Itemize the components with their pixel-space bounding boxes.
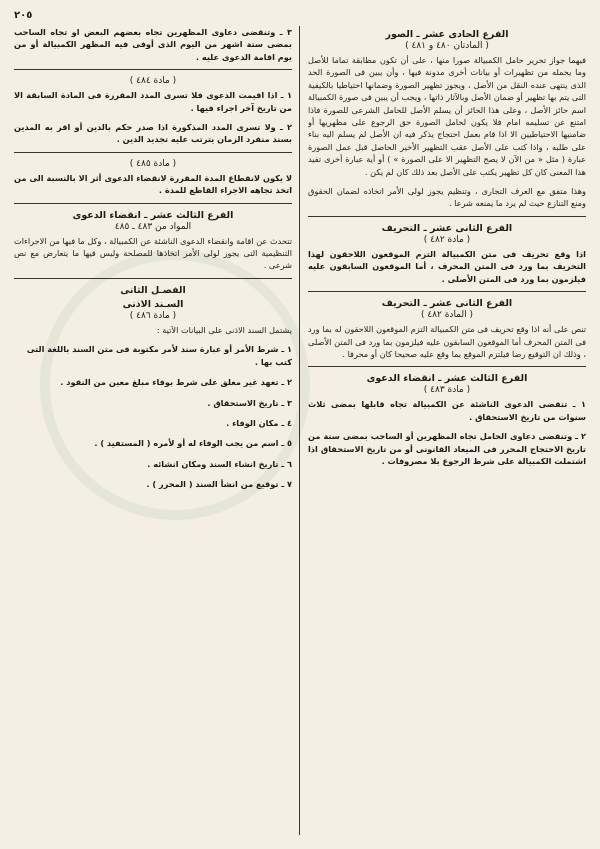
chapter-subtitle: السـند الاذنى bbox=[122, 298, 184, 310]
paragraph: فيهما جواز تحرير حامل الكمبيالة صورا منها ، على أن تكون مطابقة تماما للأصل وما يحمله من تظهيرات أو بيانات أخرى مدونة فيها ، وأن يبين فى الصورة الحد الذى ينتهى عنده النقل من الأصل ، ويجوز تظهير الصورة وضمانها احتياطيا بالكيفية التى يتم بها تظهير أو ضمان الأصل وبالآثار ذاتها ، ويجب أن يبين فى صورة الكمبيالة اسم حائز الأصل ، وعلى هذا الحائز أن يسلم الأصل للحامل الشرعى للصورة فاذا امتنع عن تسليمه امام فلا يكون لحامل الصورة حق الرجوع على مظهريها أو ضامنيها الاحتياطيين الا اذا قام بعمل احتجاج يذكر فيه ان الأصل لم يسلم اليه بناء على طلبه ، واذا كتب على الأصل عقب التظهير الأخير الحاصل قبل عمل الصورة عبارة ( مثل « من الآن لا يصح التظهير الا على الصورة » ) أو أية عبارة أخرى تفيد هذا المعنى كان كل تظهير يكتب على الأصل بعد ذلك كان لم يكن . bbox=[308, 55, 586, 177]
paragraph: وهذا متفق مع العرف التجارى ، وتنظيم يجوز لولى الأمر اتخاذه لضمان الحقوق ومنع التنازع حيث لم يرد ما يمنعه شرعا . bbox=[308, 186, 586, 209]
section-title: الفرع الثانى عشر ـ التحريف bbox=[381, 222, 513, 234]
section-rule bbox=[308, 291, 586, 292]
article-number: ( مادة ٤٨٤ ) bbox=[129, 76, 177, 87]
section-rule bbox=[308, 216, 586, 217]
article-number: ( مادة ٤٨٦ ) bbox=[129, 310, 177, 321]
paragraph: تتحدث عن اقامة وانقضاء الدعوى الناشئة عن الكمبيالة ، وكل ما فيها من الاجراءات التنظيمية التى يجوز لولى الأمر اتخاذها للمصلحة وليس فيها ما يتعارض مع نص شرعى . bbox=[14, 235, 292, 271]
section-rule bbox=[308, 366, 586, 367]
section-rule bbox=[14, 203, 292, 204]
paragraph: ٢ ـ وتنقضى دعاوى الحامل تجاه المظهرين أو الساحب بمضى سنة من تاريخ الاحتجاج المحرر فى الميعاد القانونى أو من تاريخ الاستحقاق اذا اشتملت الكمبيالة على شرط الرجوع بلا مصروفات . bbox=[308, 431, 586, 466]
section-title: الفرع الثالث عشر ـ انقضاء الدعوى bbox=[366, 373, 528, 385]
article-number: ( المادتان ٤٨٠ و ٤٨١ ) bbox=[405, 41, 489, 51]
section-rule bbox=[14, 278, 292, 279]
paragraph: ٣ ـ وتنقضى دعاوى المظهرين تجاه بعضهم البعض او تجاه الساحب بمضى ستة اشهر من اليوم الذى أوفى فيه المظهر الكمبيالة أو من يوم اقامة الدعوى عليه . bbox=[14, 27, 292, 62]
paragraph: اذا وقع تحريف فى متن الكمبيالة التزم الموقعون اللاحقون لهذا التحريف بما ورد فى المتن المحرف ، أما الموقعون السابقون عليه فيلزمون بما ورد فى المتن الأصلى . bbox=[308, 248, 586, 284]
list-item: ٦ ـ تاريخ انشاء السند ومكان انشائه . bbox=[147, 458, 292, 469]
paragraph: تنص على أنه اذا وقع تحريف فى متن الكمبيالة التزم الموقعون اللاحقون له بما ورد فى المتن المحرف أما الموقعون السابقون عليه فيلزمون بما ورد فى المتن الأصلى ، وذلك ان التوقيع رضا فيلتزم الموقع بما وقع عليه صحيحا كان أو محرفا . bbox=[308, 324, 586, 359]
article-number: المواد من ٤٨٣ ـ ٤٨٥ bbox=[114, 221, 192, 232]
chapter-title: الفصـل الثانى bbox=[120, 284, 186, 296]
paragraph: يشتمل السند الاذنى على البيانات الآتية : bbox=[156, 324, 292, 335]
paragraph: ٢ ـ ولا تسرى المدد المذكورة اذا صدر حكم بالدين أو اقر به المدين بسند منفرد الزمان يترتب عليه تجديد الدين . bbox=[14, 122, 292, 145]
paragraph: ١ ـ اذا اقيمت الدعوى فلا تسرى المدد المقررة فى المادة السابقة الا من تاريخ آخر اجراء فيها . bbox=[14, 90, 292, 113]
right-column bbox=[308, 26, 586, 837]
list-item: ٤ ـ مكان الوفاء . bbox=[226, 417, 292, 428]
paragraph: لا يكون لانقطاع المدة المقررة لانقضاء الدعوى أثر الا بالنسبة الى من اتخذ تجاهه الاجراء القاطع للمدة . bbox=[14, 172, 292, 196]
article-number: ( مادة ٤٨٢ ) bbox=[423, 234, 471, 245]
article-number: ( المادة ٤٨٢ ) bbox=[420, 310, 474, 321]
list-item: ٣ ـ تاريخ الاستحقاق . bbox=[207, 397, 292, 408]
article-number: ( مادة ٤٨٥ ) bbox=[129, 158, 177, 169]
list-item: ٧ ـ توقيع من انشأ السند ( المحرر ) . bbox=[146, 479, 292, 490]
section-title: الفرع الثالث عشر ـ انقضاء الدعوى bbox=[72, 209, 234, 221]
paragraph: ١ ـ تنقضى الدعوى الناشئة عن الكمبيالة تجاه قابلها بمضى ثلاث سنوات من تاريخ الاستحقاق . bbox=[308, 399, 586, 422]
left-column bbox=[14, 26, 292, 837]
page-number: ٢٠٥ bbox=[14, 10, 33, 21]
article-number: ( مادة ٤٨٣ ) bbox=[423, 385, 471, 396]
section-rule bbox=[14, 69, 292, 70]
list-item: ٢ ـ تعهد غير معلق على شرط بوفاء مبلغ معين من النقود . bbox=[60, 377, 292, 388]
column-divider bbox=[299, 26, 300, 835]
section-rule bbox=[14, 152, 292, 153]
section-title: الفرع الحادى عشر ـ الصور bbox=[385, 29, 509, 40]
list-item: ٥ ـ اسم من يجب الوفاء له أو لأمره ( المستفيد ) . bbox=[94, 438, 292, 449]
list-item: ١ ـ شرط الأمر أو عبارة سند لأمر مكتوبة فى متن السند باللغة التى كتب بها . bbox=[26, 344, 292, 367]
section-title: الفرع الثانى عشر ـ التحريف bbox=[381, 298, 513, 310]
